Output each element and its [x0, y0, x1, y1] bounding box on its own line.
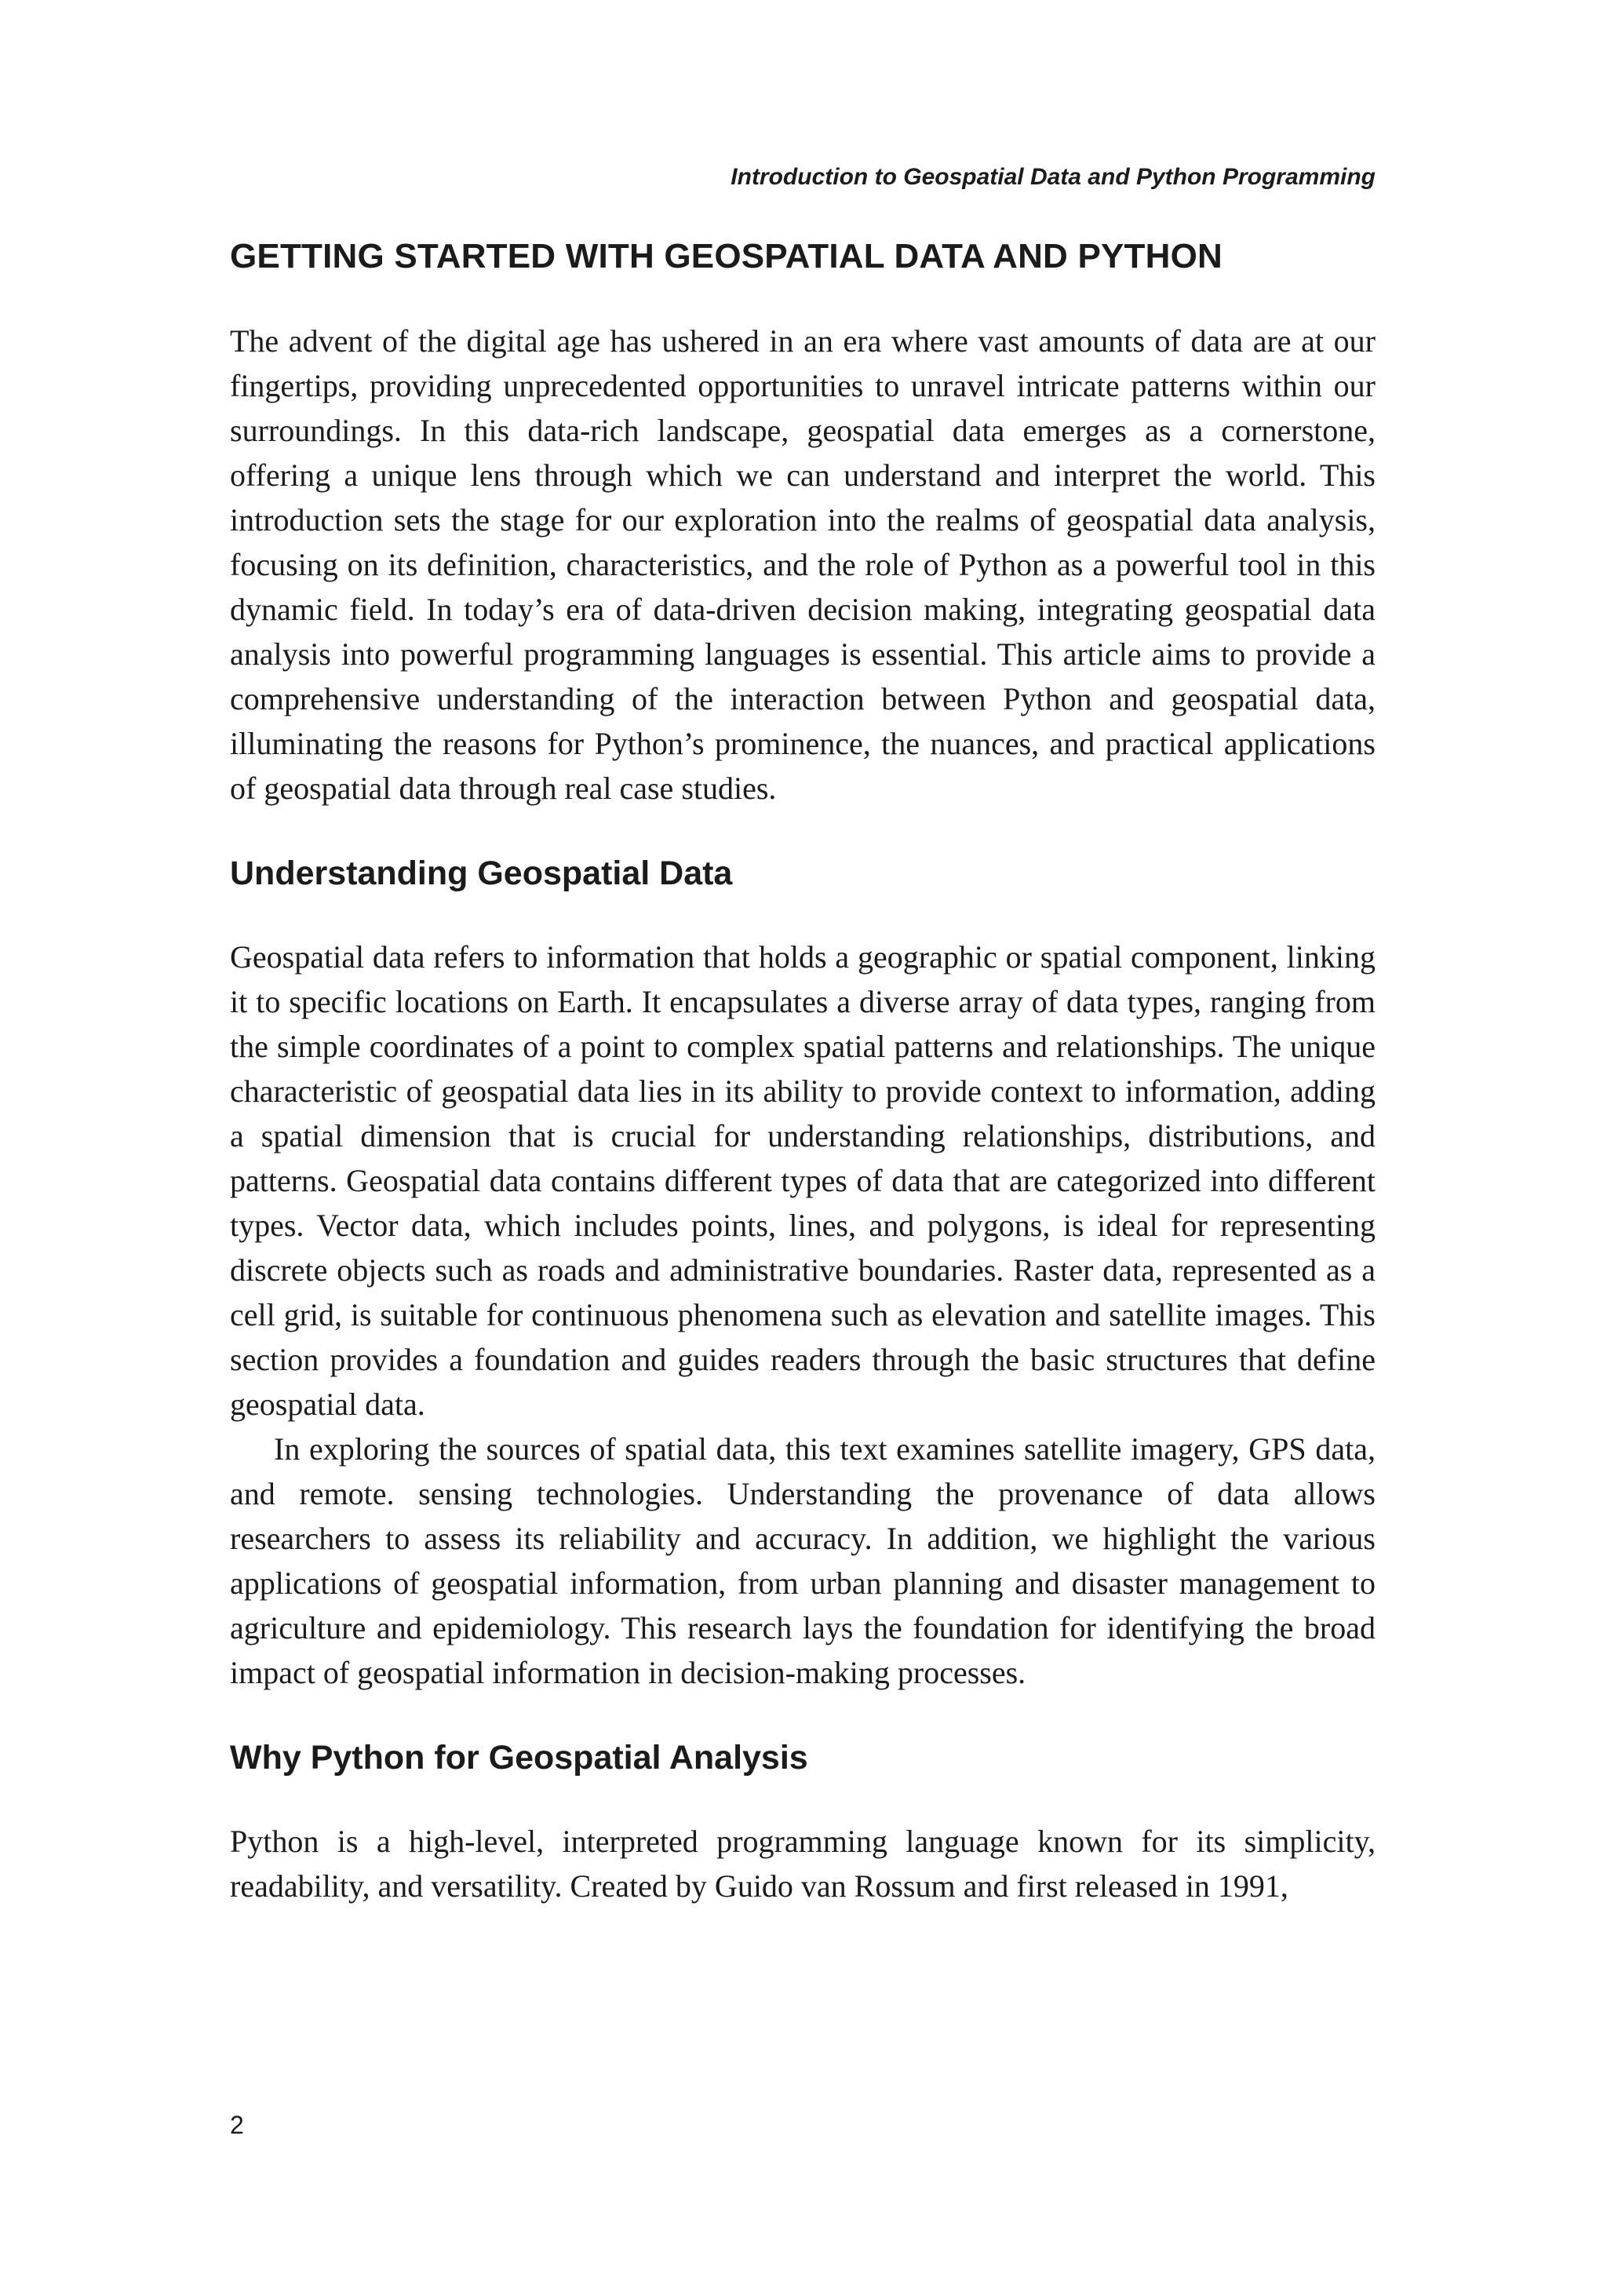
body-paragraph: In exploring the sources of spatial data, this text examines satellite imagery, GPS data, and remote. sensing technologies. Understanding the provenance of data allows researchers to assess its reliability and accuracy. In addition, we highlight the various applications of geospatial information, from urban planning and disaster management to agriculture and epidemiology. This research lays the foundation for identifying the broad impact of geospatial information in decision-making processes.: [230, 1431, 1376, 1690]
body-paragraph-continued: Python is a high-level, interpreted programming language known for its simplicity, readability, and versatility. Created by Guido van Rossum and first released in 1991,: [230, 1824, 1376, 1904]
page-content: [230, 232, 1376, 1908]
intro-paragraph: The advent of the digital age has ushered in an era where vast amounts of data are at our fingertips, providing unprecedented opportunities to unravel intricate patterns within our surroundings. In this data-rich landscape, geospatial data emerges as a cornerstone, offering a unique lens through which we can understand and interpret the world. This introduction sets the stage for our exploration into the realms of geospatial data analysis, focusing on its definition, characteristics, and the role of Python as a powerful tool in this dynamic field. In today’s era of data-driven decision making, integrating geospatial data analysis into powerful programming languages is essential. This article aims to provide a comprehensive understanding of the interaction between Python and geospatial data, illuminating the reasons for Python’s prominence, the nuances, and practical applications of geospatial data through real case studies.: [230, 323, 1376, 806]
page-number: 2: [230, 2111, 244, 2139]
section-heading-why-python: Why Python for Geospatial Analysis: [230, 1739, 808, 1777]
body-paragraph: Geospatial data refers to information that holds a geographic or spatial component, linking it to specific locations on Earth. It encapsulates a diverse array of data types, ranging from the simple coordinates of a point to complex spatial patterns and relationships. The unique characteristic of geospatial data lies in its ability to provide context to information, adding a spatial dimension that is crucial for understanding relationships, distributions, and patterns. Geospatial data contains different types of data that are categorized into different types. Vector data, which includes points, lines, and polygons, is ideal for representing discrete objects such as roads and administrative boundaries. Raster data, represented as a cell grid, is suitable for continuous phenomena such as elevation and satellite images. This section provides a foundation and guides readers through the basic structures that define geospatial data.: [230, 939, 1376, 1422]
chapter-title: GETTING STARTED WITH GEOSPATIAL DATA AND PYTHON: [230, 237, 1223, 275]
running-head: Introduction to Geospatial Data and Python Programming: [731, 164, 1376, 190]
section-heading-understanding-geospatial-data: Understanding Geospatial Data: [230, 855, 733, 892]
